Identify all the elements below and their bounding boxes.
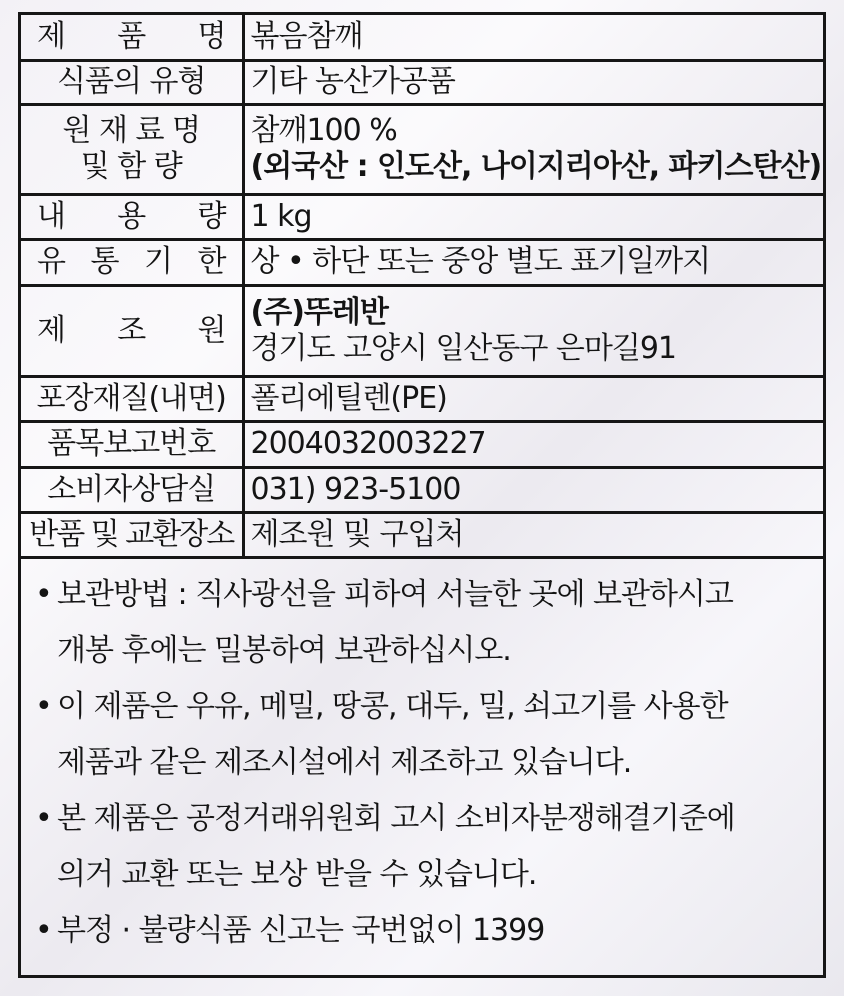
row-product-name [21, 15, 823, 60]
note-allergen [35, 689, 823, 781]
key-char: 한 [197, 244, 226, 279]
row-expiry [21, 239, 823, 285]
row-food-type [21, 60, 823, 104]
manufacturer-name: (주)뚜레반 [250, 294, 388, 330]
note-compensation [35, 801, 823, 893]
key-food-type: 식품의 유형 [21, 60, 243, 104]
note-line: 이 제품은 우유, 메밀, 땅콩, 대두, 밀, 쇠고기를 사용한 [57, 688, 728, 724]
note-line: 제품과 같은 제조시설에서 제조하고 있습니다. [57, 744, 632, 780]
note-line: 본 제품은 공정거래위원회 고시 소비자분쟁해결기준에 [57, 800, 735, 836]
key-char: 유 [37, 244, 65, 279]
key-product-name [21, 15, 243, 60]
key-char: 명 [197, 18, 226, 54]
key-char: 내 [37, 198, 65, 234]
key-char: 품 [117, 18, 146, 54]
row-return-place [21, 512, 823, 557]
value-net-weight: 1 kg [243, 194, 823, 239]
value-return-place: 제조원 및 구입처 [243, 512, 823, 557]
note-line: 보관방법 : 직사광선을 피하여 서늘한 곳에 보관하시고 [57, 576, 733, 612]
key-expiry [21, 239, 243, 285]
key-report-number: 품목보고번호 [21, 421, 243, 467]
value-product-name: 볶음참깨 [243, 15, 823, 60]
row-net-weight [21, 194, 823, 239]
key-packaging: 포장재질(내면) [21, 376, 243, 421]
value-packaging: 폴리에틸렌(PE) [243, 376, 823, 421]
key-return-place: 반품 및 교환장소 [21, 512, 243, 557]
notes-section [21, 559, 823, 949]
key-char: 조 [117, 312, 146, 348]
key-ingredients-line2: 및 함 량 [80, 149, 182, 184]
product-info-table [21, 15, 823, 559]
bullet-icon: • [35, 576, 52, 612]
key-char: 제 [37, 18, 65, 54]
bullet-icon: • [35, 912, 52, 948]
key-manufacturer [21, 285, 243, 376]
key-char: 원 [197, 312, 226, 348]
key-char: 용 [117, 198, 146, 234]
note-line: 개봉 후에는 밀봉하여 보관하십시오. [57, 632, 511, 668]
value-report-number: 2004032003227 [243, 421, 823, 467]
bullet-icon: • [35, 800, 52, 836]
row-consumer-center [21, 467, 823, 512]
key-ingredients-line1: 원 재 료 명 [62, 113, 201, 148]
note-storage [35, 577, 823, 669]
key-char: 량 [197, 198, 226, 234]
key-char: 통 [90, 244, 119, 279]
row-packaging [21, 376, 823, 421]
row-report-number [21, 421, 823, 467]
key-char: 기 [144, 244, 172, 279]
value-ingredients-line1: 참깨100 % [250, 113, 397, 148]
row-ingredients [21, 104, 823, 194]
value-manufacturer [243, 285, 823, 376]
key-ingredients [21, 104, 243, 194]
row-manufacturer [21, 285, 823, 376]
value-food-type: 기타 농산가공품 [243, 60, 823, 104]
value-expiry: 상 • 하단 또는 중앙 별도 표기일까지 [243, 239, 823, 285]
product-info-label [18, 12, 826, 978]
value-consumer-center: 031) 923-5100 [243, 467, 823, 512]
note-line: 의거 교환 또는 보상 받을 수 있습니다. [57, 856, 537, 892]
note-report-hotline [35, 913, 823, 949]
bullet-icon: • [35, 688, 52, 724]
manufacturer-address: 경기도 고양시 일산동구 은마길91 [250, 330, 677, 366]
key-char: 제 [37, 312, 65, 348]
value-ingredients [243, 104, 823, 194]
key-consumer-center: 소비자상담실 [21, 467, 243, 512]
key-net-weight [21, 194, 243, 239]
note-line: 부정 · 불량식품 신고는 국번없이 1399 [57, 912, 545, 948]
value-ingredients-origin: (외국산 : 인도산, 나이지리아산, 파키스탄산) [250, 149, 822, 184]
